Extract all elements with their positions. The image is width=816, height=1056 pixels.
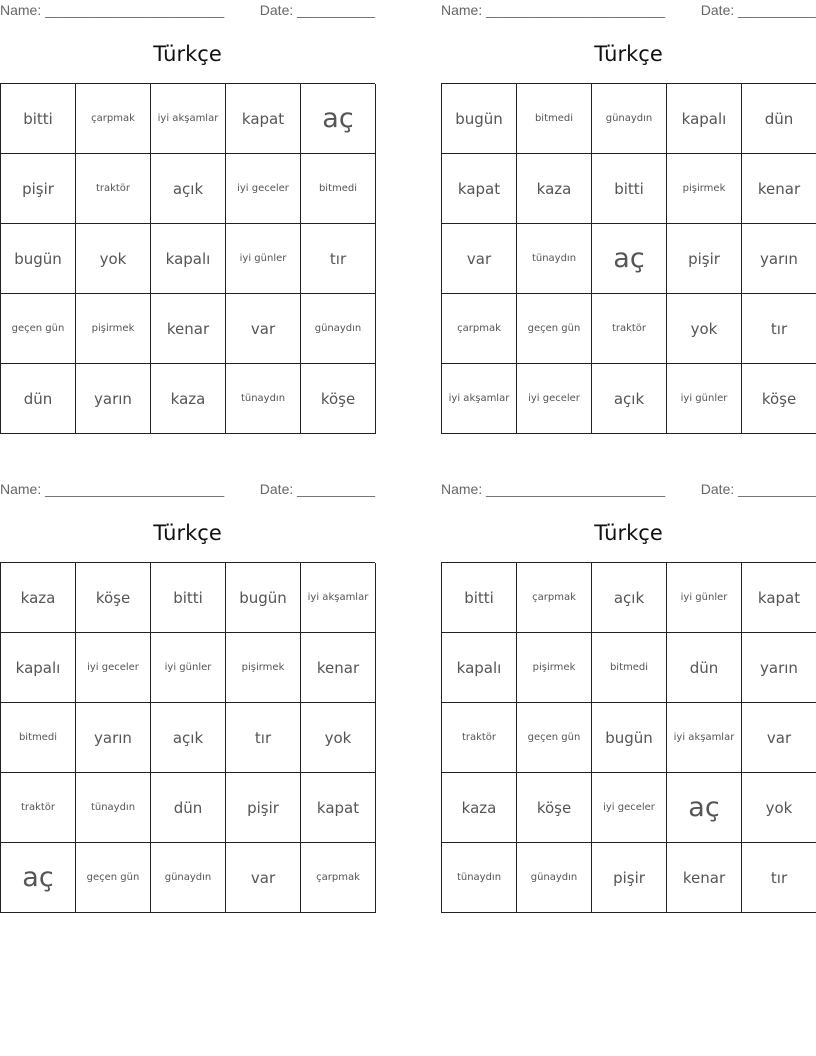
date-line: Date: __________ (259, 2, 375, 18)
card-header (441, 0, 816, 20)
bingo-cell: aç (301, 84, 376, 154)
bingo-cell: pişir (226, 773, 301, 843)
bingo-cell: kaza (1, 563, 76, 633)
bingo-cell: açık (592, 563, 667, 633)
bingo-cell: kapat (442, 154, 517, 224)
bingo-cell: tünaydın (76, 773, 151, 843)
bingo-cell: açık (592, 364, 667, 434)
bingo-cell: çarpmak (442, 294, 517, 364)
bingo-cell: günaydın (151, 843, 226, 913)
bingo-cell: kaza (442, 773, 517, 843)
bingo-cell: pişirmek (517, 633, 592, 703)
bingo-cell: bitmedi (301, 154, 376, 224)
bingo-cell: yok (667, 294, 742, 364)
bingo-cell: tünaydın (442, 843, 517, 913)
bingo-cell: pişir (592, 843, 667, 913)
bingo-cell: dün (742, 84, 816, 154)
bingo-cell: bitti (151, 563, 226, 633)
bingo-cell: günaydın (301, 294, 376, 364)
bingo-cell: geçen gün (517, 703, 592, 773)
bingo-cell: iyi akşamlar (442, 364, 517, 434)
bingo-cell: günaydın (517, 843, 592, 913)
bingo-cell: dün (1, 364, 76, 434)
bingo-cell: bugün (442, 84, 517, 154)
date-line: Date: __________ (700, 2, 816, 18)
bingo-cell: bitti (592, 154, 667, 224)
bingo-cell: kapalı (667, 84, 742, 154)
name-line: Name: _______________________ (441, 481, 666, 497)
card-title: Türkçe (153, 42, 222, 66)
bingo-cell: pişirmek (76, 294, 151, 364)
bingo-cell: köşe (301, 364, 376, 434)
card-header (0, 0, 375, 20)
bingo-cell: bitti (442, 563, 517, 633)
bingo-cell: bitmedi (517, 84, 592, 154)
bingo-cell: var (226, 843, 301, 913)
card-title: Türkçe (594, 42, 663, 66)
bingo-cell: tır (301, 224, 376, 294)
bingo-cell: yarın (742, 633, 816, 703)
bingo-cell: dün (667, 633, 742, 703)
bingo-cell: tünaydın (517, 224, 592, 294)
bingo-cell: iyi günler (667, 364, 742, 434)
bingo-cell: bitti (1, 84, 76, 154)
bingo-cell: pişirmek (226, 633, 301, 703)
bingo-cell: yok (76, 224, 151, 294)
bingo-cell: traktör (592, 294, 667, 364)
bingo-cell: iyi geceler (226, 154, 301, 224)
bingo-cell: pişir (667, 224, 742, 294)
bingo-cell: yarın (76, 703, 151, 773)
bingo-cell: iyi akşamlar (667, 703, 742, 773)
bingo-cell: bitmedi (592, 633, 667, 703)
bingo-cell: iyi akşamlar (151, 84, 226, 154)
bingo-cell: yarın (76, 364, 151, 434)
bingo-cell: bitmedi (1, 703, 76, 773)
bingo-cell: pişir (1, 154, 76, 224)
bingo-cell: yok (742, 773, 816, 843)
bingo-cell: kaza (151, 364, 226, 434)
name-line: Name: _______________________ (0, 481, 225, 497)
name-line: Name: _______________________ (441, 2, 666, 18)
bingo-cell: kenar (742, 154, 816, 224)
bingo-cell: traktör (1, 773, 76, 843)
name-line: Name: _______________________ (0, 2, 225, 18)
bingo-cell: bugün (592, 703, 667, 773)
bingo-cell: geçen gün (76, 843, 151, 913)
bingo-cell: çarpmak (301, 843, 376, 913)
bingo-cell: günaydın (592, 84, 667, 154)
bingo-cell: tır (742, 294, 816, 364)
bingo-cell: kapat (742, 563, 816, 633)
bingo-cell: kenar (301, 633, 376, 703)
bingo-cell: kapat (226, 84, 301, 154)
date-line: Date: __________ (259, 481, 375, 497)
bingo-cell: çarpmak (517, 563, 592, 633)
bingo-cell: bugün (1, 224, 76, 294)
bingo-cell: çarpmak (76, 84, 151, 154)
bingo-cell: var (226, 294, 301, 364)
bingo-cell: iyi geceler (76, 633, 151, 703)
card-title: Türkçe (153, 521, 222, 545)
bingo-cell: pişirmek (667, 154, 742, 224)
bingo-cell: kenar (667, 843, 742, 913)
bingo-cell: var (442, 224, 517, 294)
bingo-cell: bugün (226, 563, 301, 633)
bingo-grid (441, 83, 816, 434)
bingo-cell: yok (301, 703, 376, 773)
bingo-cell: açık (151, 703, 226, 773)
bingo-cell: iyi geceler (517, 364, 592, 434)
bingo-cell: kenar (151, 294, 226, 364)
bingo-cell: aç (667, 773, 742, 843)
bingo-grid (0, 562, 375, 913)
bingo-cell: köşe (76, 563, 151, 633)
bingo-cell: iyi akşamlar (301, 563, 376, 633)
bingo-cell: yarın (742, 224, 816, 294)
bingo-cell: var (742, 703, 816, 773)
bingo-cell: tır (226, 703, 301, 773)
bingo-cell: iyi günler (226, 224, 301, 294)
bingo-cell: köşe (742, 364, 816, 434)
bingo-cell: tır (742, 843, 816, 913)
bingo-cell: traktör (76, 154, 151, 224)
bingo-cell: dün (151, 773, 226, 843)
bingo-cell: aç (592, 224, 667, 294)
bingo-grid (0, 83, 375, 434)
bingo-cell: geçen gün (1, 294, 76, 364)
bingo-cell: aç (1, 843, 76, 913)
card-header (441, 479, 816, 499)
date-line: Date: __________ (700, 481, 816, 497)
bingo-cell: kaza (517, 154, 592, 224)
bingo-cell: kapalı (442, 633, 517, 703)
bingo-cell: iyi günler (667, 563, 742, 633)
bingo-cell: tünaydın (226, 364, 301, 434)
bingo-cell: iyi geceler (592, 773, 667, 843)
bingo-cell: kapalı (151, 224, 226, 294)
card-title: Türkçe (594, 521, 663, 545)
bingo-cell: açık (151, 154, 226, 224)
bingo-cell: geçen gün (517, 294, 592, 364)
bingo-cell: traktör (442, 703, 517, 773)
bingo-cell: iyi günler (151, 633, 226, 703)
bingo-cell: kapat (301, 773, 376, 843)
bingo-cell: kapalı (1, 633, 76, 703)
bingo-cell: köşe (517, 773, 592, 843)
bingo-grid (441, 562, 816, 913)
card-header (0, 479, 375, 499)
